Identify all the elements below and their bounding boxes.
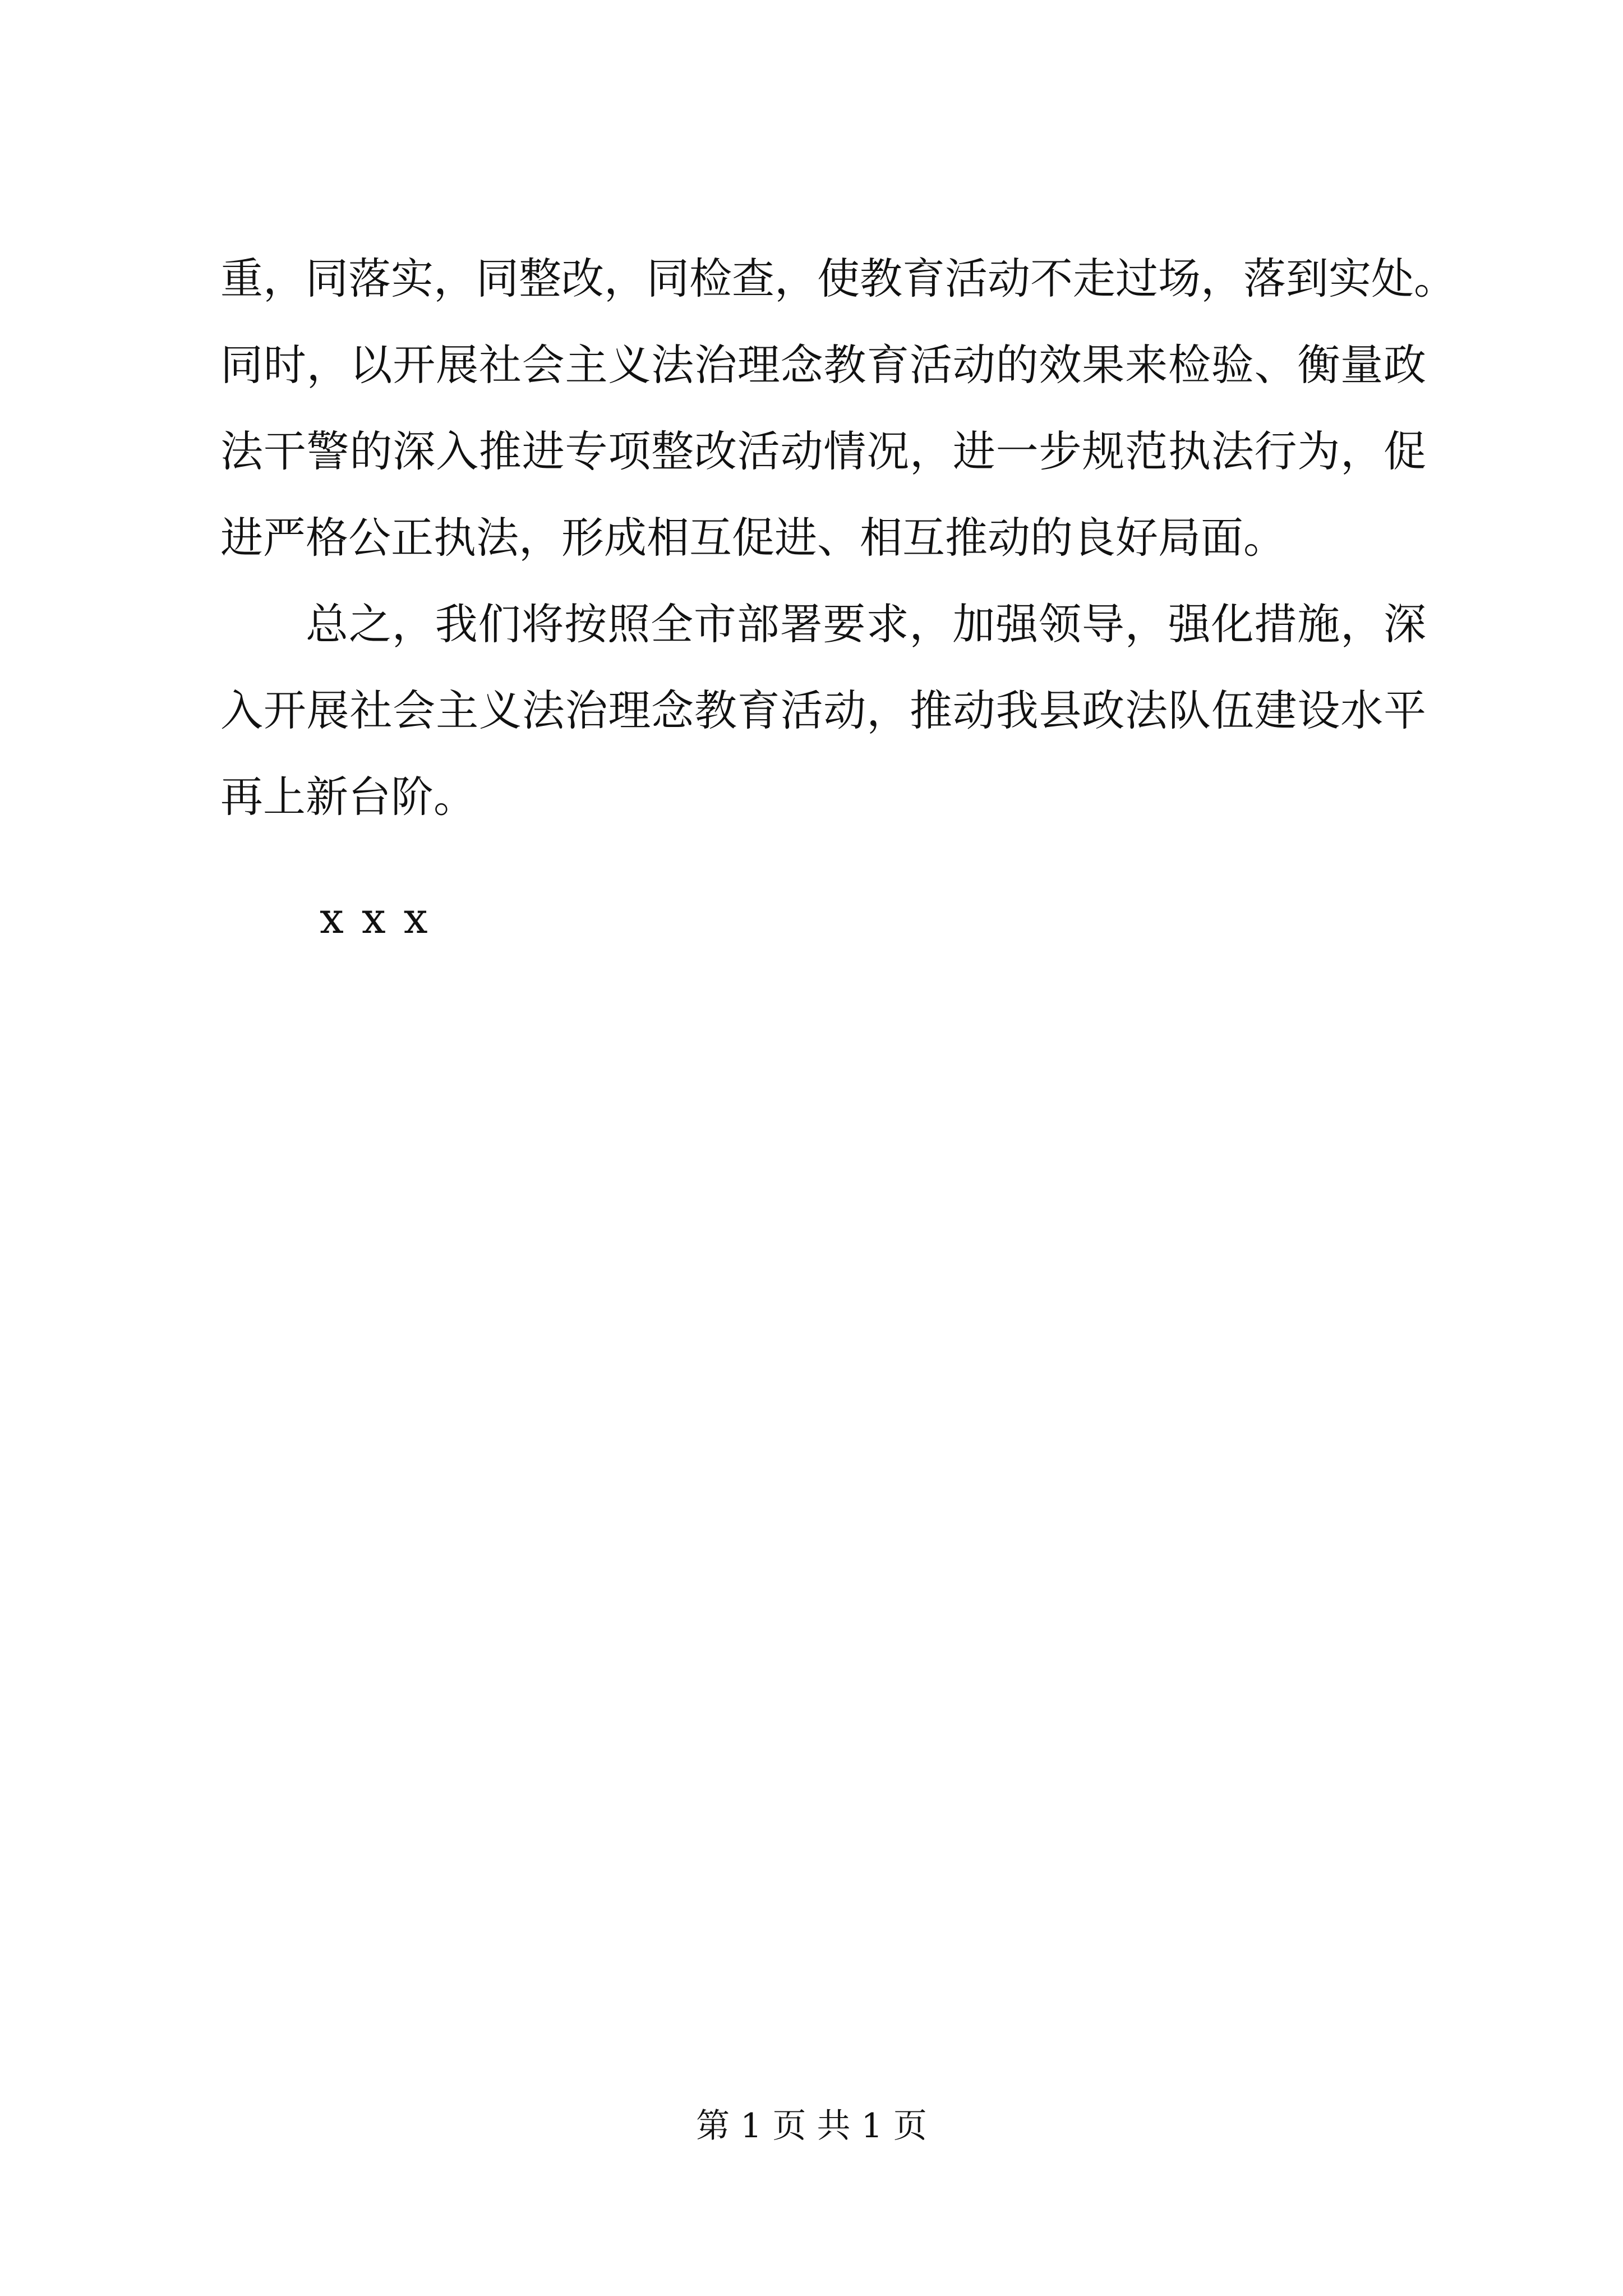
- paragraph-line: 法干警的深入推进专项整改活动情况，进一步规范执法行为，促: [220, 426, 1426, 476]
- page-number-footer: 第 1 页 共 1 页: [696, 2106, 927, 2146]
- paragraph-line: 再上新台阶。: [220, 772, 476, 822]
- paragraph-line: 入开展社会主义法治理念教育活动，推动我县政法队伍建设水平: [220, 685, 1426, 735]
- paragraph-line: 重，同落实，同整改，同检查，使教育活动不走过场，落到实处。: [220, 254, 1456, 303]
- paragraph-line: 同时，以开展社会主义法治理念教育活动的效果来检验、衡量政: [220, 340, 1426, 390]
- paragraph-line: 总之，我们将按照全市部署要求，加强领导，强化措施，深: [306, 599, 1426, 649]
- paragraph-line: 进严格公正执法，形成相互促进、相互推动的良好局面。: [220, 513, 1286, 563]
- paragraph-2: [220, 581, 1426, 840]
- document-body: [220, 236, 1456, 840]
- paragraph-1: [220, 236, 1456, 581]
- signature: xxx: [320, 893, 446, 943]
